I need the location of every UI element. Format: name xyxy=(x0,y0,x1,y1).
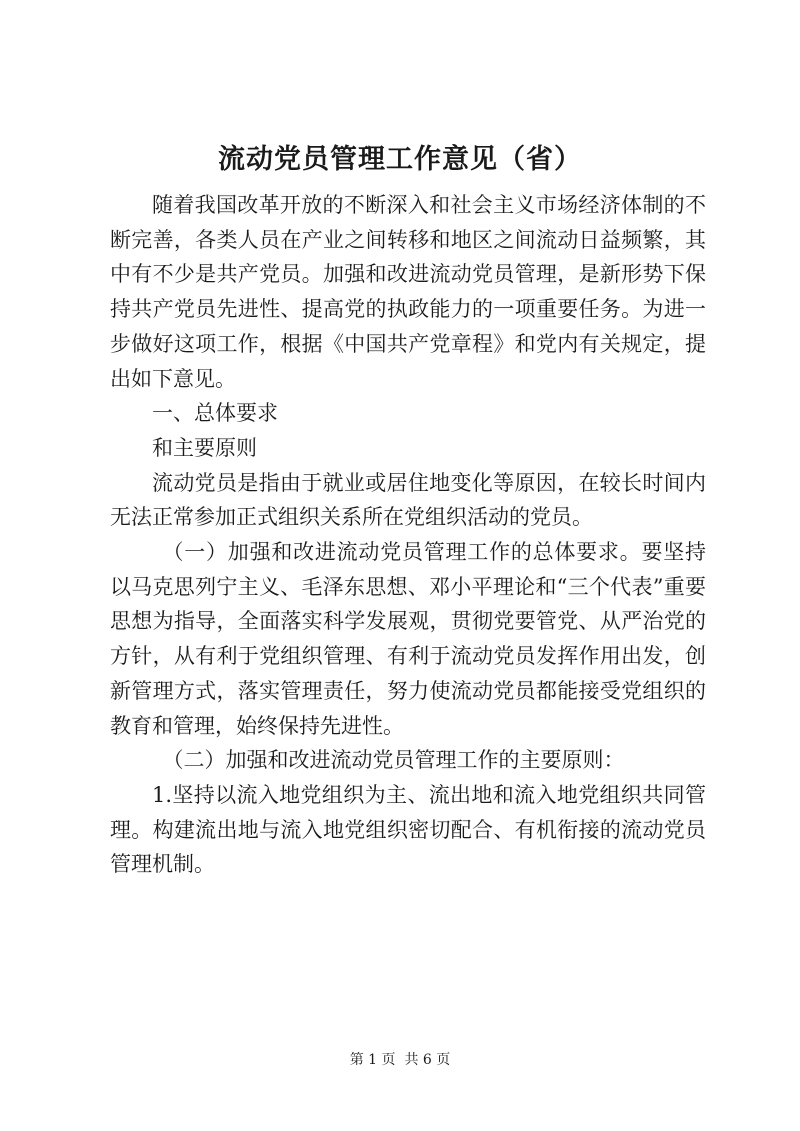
paragraph-general-requirements: （一）加强和改进流动党员管理工作的总体要求。要坚持以马克思列宁主义、毛泽东思想、邓小平理论和“三个代表”重要思想为指导，全面落实科学发展观，贯彻党要管党、从严治党的方针，从有利于党组织管理、有利于流动党员发挥作用出发，创新管理方式，落实管理责任，努力使流动党员都能接受党组织的教育和管理，始终保持先进性。 xyxy=(110,540,706,738)
page-footer xyxy=(0,1050,800,1070)
paragraph-main-principles: （二）加强和改进流动党员管理工作的主要原则： xyxy=(162,748,625,773)
document-title: 流动党员管理工作意见（省） xyxy=(218,144,582,175)
page-number: 第 1 页 xyxy=(349,1052,396,1068)
document-body xyxy=(110,188,706,882)
section-heading-principles: 和主要原则 xyxy=(152,435,257,460)
section-heading-general-requirements: 一、总体要求 xyxy=(152,401,278,426)
paragraph-principle-1: 1.坚持以流入地党组织为主、流出地和流入地党组织共同管理。构建流出地与流入地党组织密切配合、有机衔接的流动党员管理机制。 xyxy=(110,782,706,877)
paragraph-intro: 随着我国改革开放的不断深入和社会主义市场经济体制的不断完善，各类人员在产业之间转移和地区之间流动日益频繁，其中有不少是共产党员。加强和改进流动党员管理，是新形势下保持共产党员先进性、提高党的执政能力的一项重要任务。为进一步做好这项工作，根据《中国共产党章程》和党内有关规定，提出如下意见。 xyxy=(110,193,706,391)
page-total: 共 6 页 xyxy=(404,1052,451,1068)
paragraph-definition: 流动党员是指由于就业或居住地变化等原因，在较长时间内无法正常参加正式组织关系所在党组织活动的党员。 xyxy=(110,470,706,530)
